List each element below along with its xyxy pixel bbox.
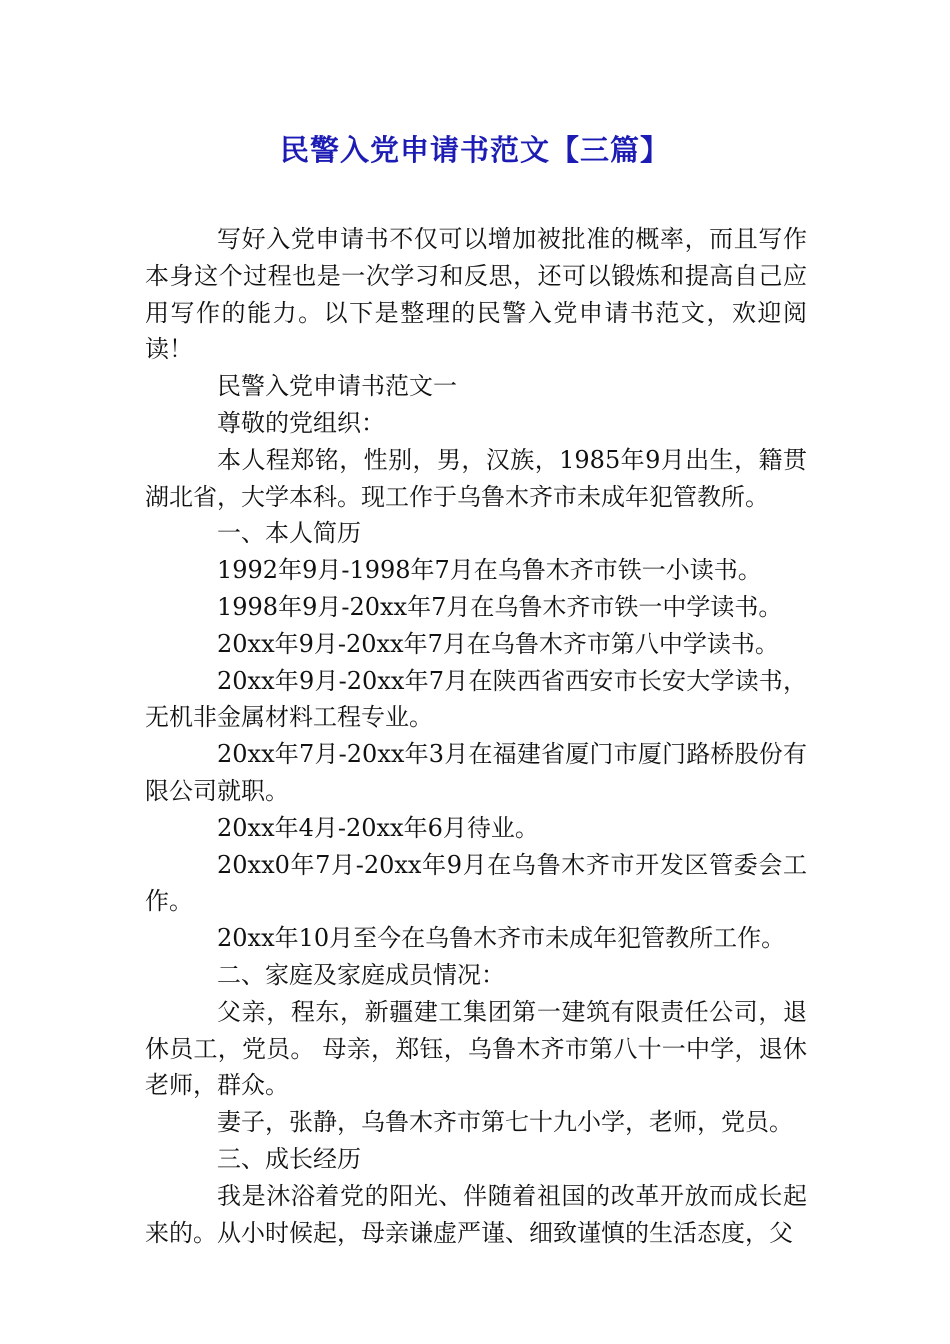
intro-paragraph: 写好入党申请书不仅可以增加被批准的概率，而且写作本身这个过程也是一次学习和反思，还可以锻炼和提高自己应用写作的能力。以下是整理的民警入党申请书范文，欢迎阅读！ (145, 225, 807, 364)
section-heading-growth: 三、成长经历 (217, 1144, 361, 1173)
family-paragraph: 父亲，程东，新疆建工集团第一建筑有限责任公司，退休员工，党员。 母亲，郑钰，乌鲁木齐市第八十一中学，退休老师，群众。 (145, 997, 807, 1100)
salutation: 尊敬的党组织： (217, 408, 385, 437)
section-heading-family: 二、家庭及家庭成员情况： (217, 960, 505, 989)
resume-entry: 20xx年10月至今在乌鲁木齐市未成年犯管教所工作。 (217, 924, 786, 953)
section-heading-resume: 一、本人简历 (217, 519, 361, 548)
resume-entry: 20xx年9月-20xx年7月在乌鲁木齐市第八中学读书。 (217, 629, 779, 658)
resume-entry: 20xx年9月-20xx年7月在陕西省西安市长安大学读书，无机非金属材料工程专业。 (145, 666, 807, 732)
document-body (145, 221, 807, 1251)
resume-entry: 20xx年7月-20xx年3月在福建省厦门市厦门路桥股份有限公司就职。 (145, 740, 807, 805)
personal-info-paragraph: 本人程郑铭，性别，男，汉族，1985年9月出生，籍贯湖北省，大学本科。现工作于乌鲁木齐市未成年犯管教所。 (145, 445, 807, 511)
resume-entry: 20xx年4月-20xx年6月待业。 (217, 813, 539, 842)
section-heading-sample-one: 民警入党申请书范文一 (217, 372, 457, 401)
document-title: 民警入党申请书范文【三篇】 (279, 133, 670, 167)
resume-entry: 1998年9月-20xx年7月在乌鲁木齐市铁一中学读书。 (217, 592, 783, 621)
growth-paragraph: 我是沐浴着党的阳光、伴随着祖国的改革开放而成长起来的。从小时候起，母亲谦虚严谨、细致谨慎的生活态度，父 (145, 1181, 807, 1247)
resume-entry: 1992年9月-1998年7月在乌鲁木齐市铁一小读书。 (217, 556, 762, 585)
family-paragraph: 妻子，张静，乌鲁木齐市第七十九小学，老师，党员。 (217, 1108, 793, 1137)
resume-entry: 20xx0年7月-20xx年9月在乌鲁木齐市开发区管委会工作。 (145, 850, 807, 916)
